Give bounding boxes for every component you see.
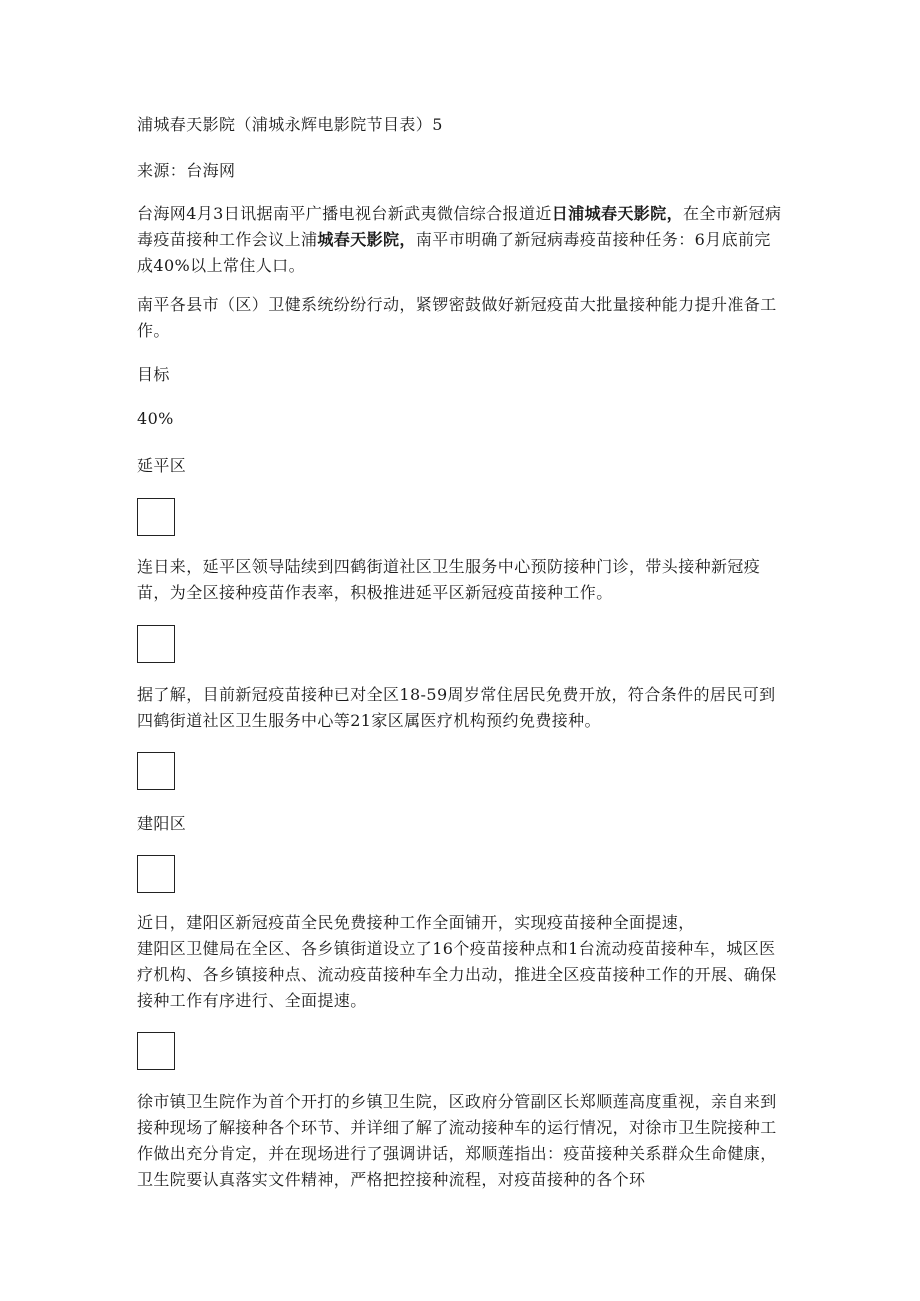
jianyang-paragraph-2: 徐市镇卫生院作为首个开打的乡镇卫生院，区政府分管副区长郑顺莲高度重视，亲自来到接种现场了解接种各个环节、并详细了解了流动接种车的运行情况，对徐市卫生院接种工作做出充分肯定，并在现场进行了强调讲话，郑顺莲指出：疫苗接种关系群众生命健康，卫生院要认真落实文件精神，严格把控接种流程，对疫苗接种的各个环 <box>137 1092 777 1189</box>
image-placeholder-3 <box>137 752 175 790</box>
section-heading-yanping: 延平区 <box>137 456 187 475</box>
document-title: 浦城春天影院（浦城永辉电影院节目表）5 <box>137 115 443 134</box>
yanping-paragraph-2: 据了解，目前新冠疫苗接种已对全区18-59周岁常住居民免费开放，符合条件的居民可到四鹤街道社区卫生服务中心等21家区属医疗机构预约免费接种。 <box>137 685 776 730</box>
source-line: 来源：台海网 <box>137 161 236 180</box>
image-placeholder-1 <box>137 498 175 536</box>
intro-text-2: 在全市新冠病毒疫苗接种工作会议上浦 <box>137 204 782 249</box>
jianyang-paragraph-1-line-1: 近日，建阳区新冠疫苗全民免费接种工作全面铺开，实现疫苗接种全面提速， <box>137 913 695 932</box>
image-placeholder-5 <box>137 1032 175 1070</box>
image-placeholder-4 <box>137 855 175 893</box>
jianyang-paragraph-1 <box>137 910 787 1014</box>
intro-text-3: 南平市明确了新冠病毒疫苗接种任务：6月底前完成40%以上常住人口。 <box>137 230 771 275</box>
intro-text-1: 台海网4月3日讯据南平广播电视台新武夷微信综合报道近 <box>137 204 552 223</box>
yanping-paragraph-1: 连日来，延平区领导陆续到四鹤街道社区卫生服务中心预防接种门诊，带头接种新冠疫苗，为全区接种疫苗作表率，积极推进延平区新冠疫苗接种工作。 <box>137 557 761 602</box>
action-paragraph: 南平各县市（区）卫健系统纷纷行动，紧锣密鼓做好新冠疫苗大批量接种能力提升准备工作。 <box>137 295 777 340</box>
intro-paragraph <box>137 201 787 279</box>
intro-bold-1: 日浦城春天影院， <box>551 204 683 223</box>
jianyang-paragraph-1-rest: 建阳区卫健局在全区、各乡镇街道设立了16个疫苗接种点和1台流动疫苗接种车，城区医疗机构、各乡镇接种点、流动疫苗接种车全力出动，推进全区疫苗接种工作的开展、确保接种工作有序进行、全面提速。 <box>137 939 777 1010</box>
target-label: 目标 <box>137 365 170 384</box>
section-heading-jianyang: 建阳区 <box>137 814 187 833</box>
intro-bold-2: 城春天影院， <box>317 230 416 249</box>
target-value: 40% <box>137 409 174 428</box>
image-placeholder-2 <box>137 625 175 663</box>
